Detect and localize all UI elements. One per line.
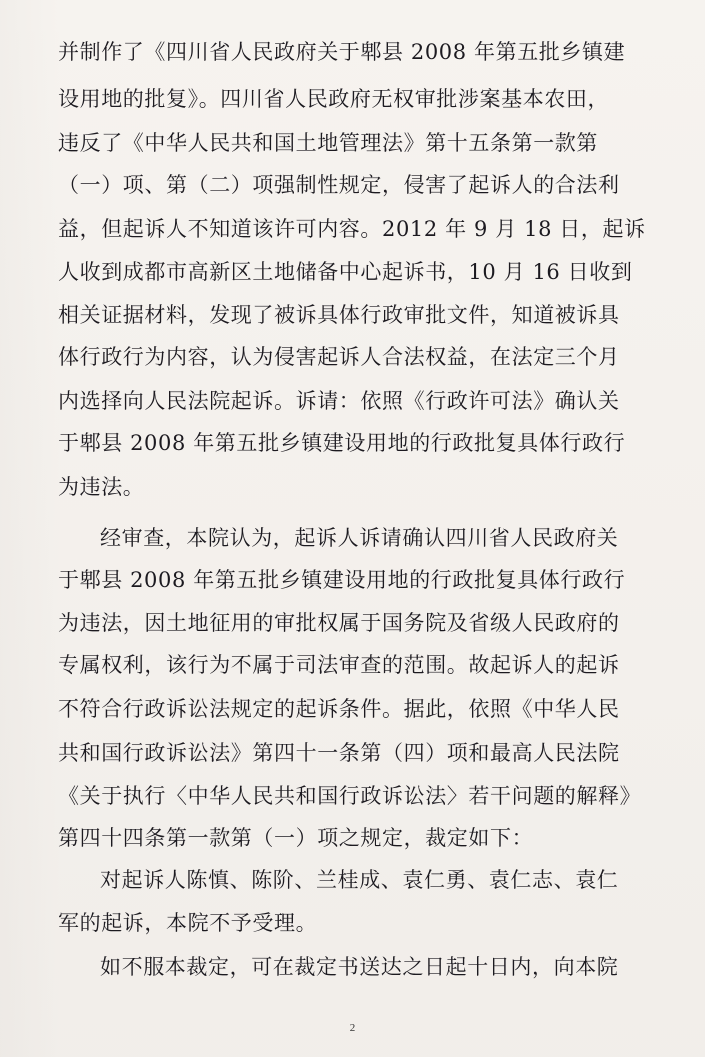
- text-line: 相关证据材料，发现了被诉具体行政审批文件，知道被诉具: [58, 303, 620, 327]
- text-line: 于郫县 2008 年第五批乡镇建设用地的行政批复具体行政行: [58, 568, 626, 592]
- text-line: 人收到成都市高新区土地储备中心起诉书，10 月 16 日收到: [58, 260, 633, 284]
- text-line: 不符合行政诉讼法规定的起诉条件。据此，依照《中华人民: [58, 697, 620, 721]
- text-line: 共和国行政诉讼法》第四十一条第（四）项和最高人民法院: [58, 741, 620, 765]
- page-number: 2: [349, 1022, 356, 1034]
- text-line: 于郫县 2008 年第五批乡镇建设用地的行政批复具体行政行: [58, 431, 626, 455]
- text-line: 军的起诉，本院不予受理。: [58, 911, 318, 935]
- paragraph-start-line: 经审查，本院认为，起诉人诉请确认四川省人民政府关: [100, 526, 619, 550]
- paragraph-start-line: 对起诉人陈慎、陈阶、兰桂成、袁仁勇、袁仁志、袁仁: [100, 868, 619, 892]
- text-line: 设用地的批复》。四川省人民政府无权审批涉案基本农田，: [58, 87, 610, 111]
- text-line: 第四十四条第一款第（一）项之规定，裁定如下：: [58, 826, 534, 850]
- paragraph-start-line: 如不服本裁定，可在裁定书送达之日起十日内，向本院: [100, 955, 619, 979]
- text-line: 内选择向人民法院起诉。诉请：依照《行政许可法》确认关: [58, 389, 620, 413]
- text-line: 并制作了《四川省人民政府关于郫县 2008 年第五批乡镇建: [58, 40, 626, 64]
- text-line: 为违法，因土地征用的审批权属于国务院及省级人民政府的: [58, 611, 620, 635]
- text-line: 为违法。: [58, 475, 145, 499]
- text-line: 违反了《中华人民共和国土地管理法》第十五条第一款第: [58, 131, 598, 155]
- text-line: 《关于执行〈中华人民共和国行政诉讼法〉若干问题的解释》: [58, 784, 642, 808]
- text-line: 益，但起诉人不知道该许可内容。2012 年 9 月 18 日，起诉: [58, 217, 646, 241]
- text-line: 体行政行为内容，认为侵害起诉人合法权益，在法定三个月: [58, 345, 620, 369]
- text-line: （一）项、第（二）项强制性规定，侵害了起诉人的合法利: [58, 173, 620, 197]
- text-line: 专属权利，该行为不属于司法审查的范围。故起诉人的起诉: [58, 653, 620, 677]
